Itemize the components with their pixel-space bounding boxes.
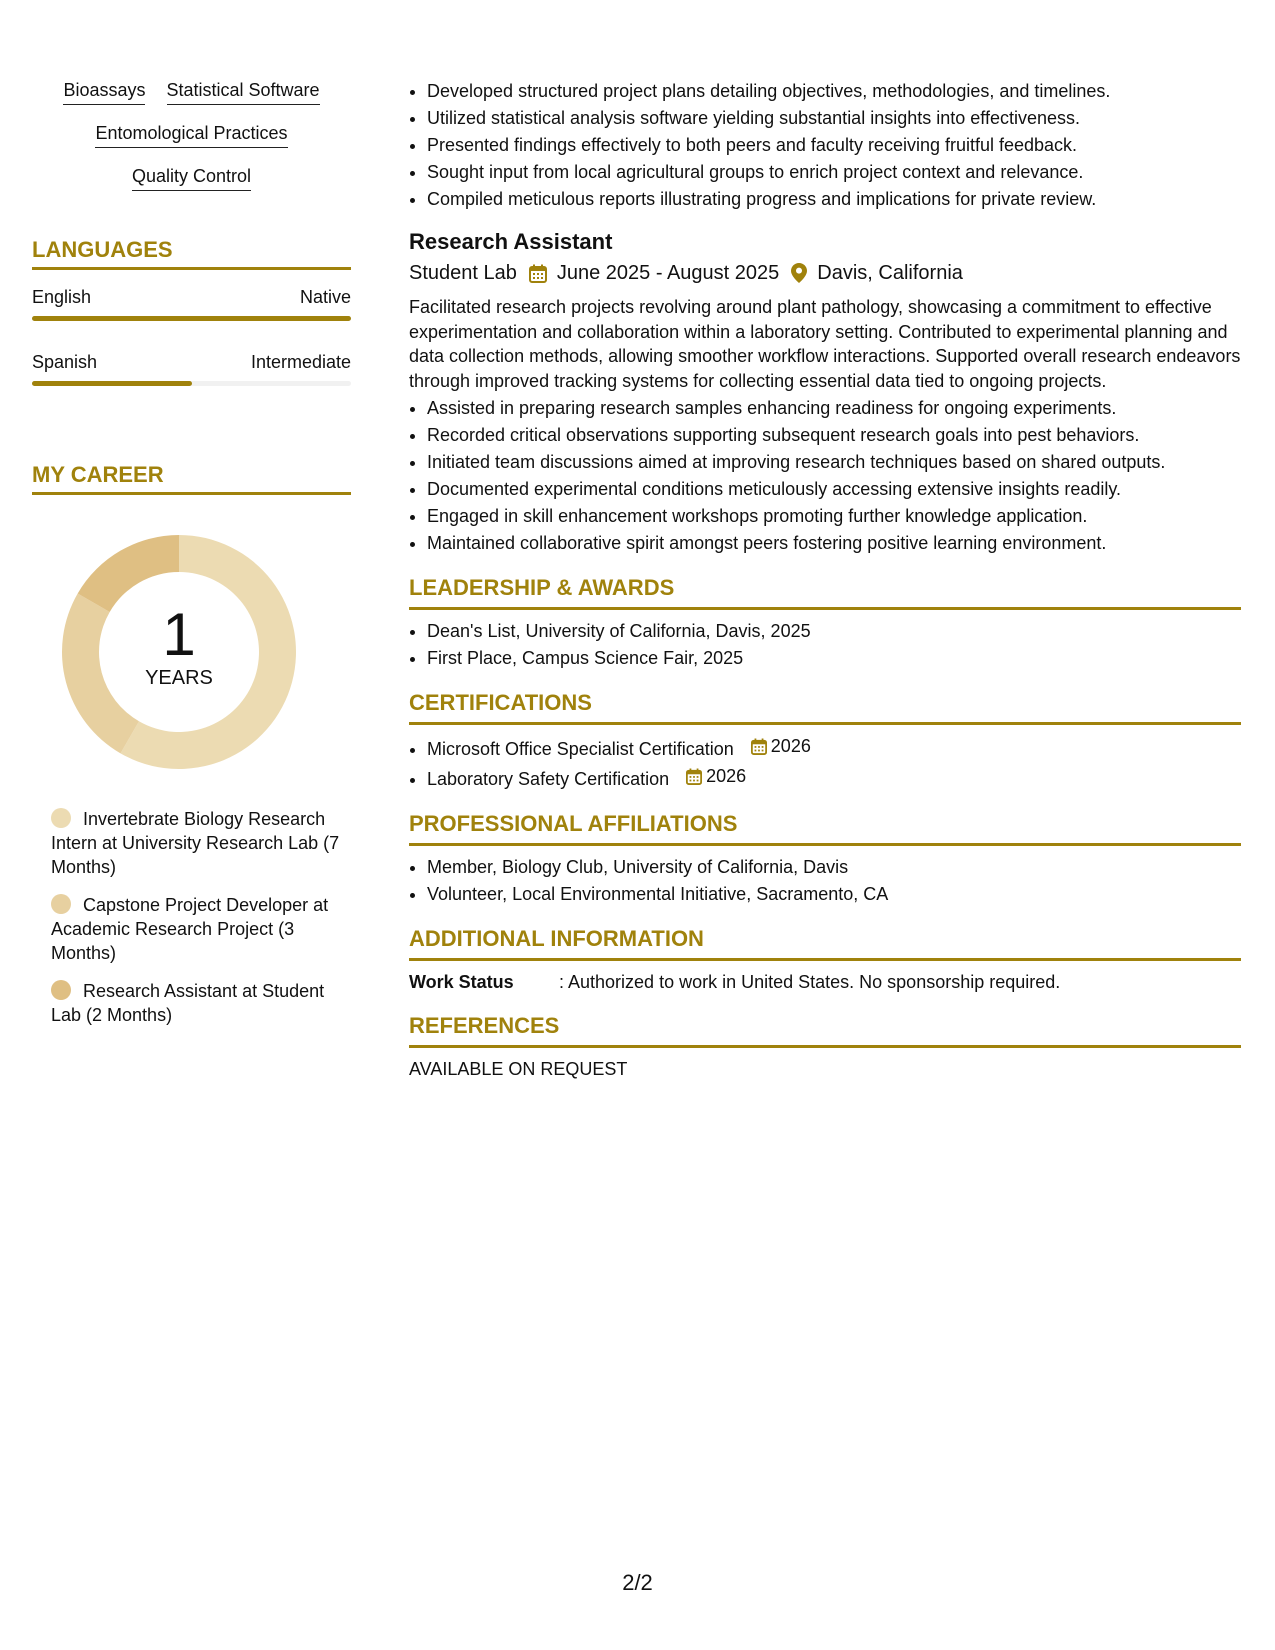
skill-row (32, 164, 351, 191)
right-column (409, 78, 1241, 1082)
section-title-references: REFERENCES (409, 1011, 1241, 1048)
section-title-additional: ADDITIONAL INFORMATION (409, 924, 1241, 961)
affiliation-item: • Volunteer, Local Environmental Initiative, Sacramento, CA (427, 881, 1241, 908)
career-legend (32, 807, 351, 1027)
skill-tag: Statistical Software (167, 78, 320, 105)
bullet-item: • Sought input from local agricultural groups to enrich project context and relevance. (427, 159, 1241, 186)
bullet-item: • Developed structured project plans detailing objectives, methodologies, and timelines. (427, 78, 1241, 105)
bullet-item: • Maintained collaborative spirit amongst peers fostering positive learning environment. (427, 530, 1241, 557)
skill-tag: Entomological Practices (95, 121, 287, 148)
work-status-row (409, 969, 1241, 995)
certifications-section (409, 688, 1241, 793)
skill-tag: Quality Control (132, 164, 251, 191)
legend-dot (51, 808, 71, 828)
legend-item (51, 979, 351, 1027)
work-status-label: Work Status (409, 972, 514, 992)
career-section (32, 462, 351, 1027)
bullet-item: • Recorded critical observations supporting subsequent research goals into pest behaviors. (427, 422, 1241, 449)
certification-name: Laboratory Safety Certification (427, 769, 670, 789)
certification-date (686, 763, 746, 790)
language-level: Native (299, 287, 351, 307)
bullet-item: • Compiled meticulous reports illustrating progress and implications for private review. (427, 186, 1241, 213)
language-item (32, 284, 351, 321)
award-item: • First Place, Campus Science Fair, 2025 (427, 645, 1241, 672)
legend-item (51, 807, 351, 879)
language-bar (32, 381, 351, 386)
languages-section (32, 237, 351, 386)
award-item: • Dean's List, University of California, Davis, 2025 (427, 618, 1241, 645)
additional-section (409, 924, 1241, 995)
job-company: Student Lab (409, 262, 517, 284)
bullet-item: • Engaged in skill enhancement workshops promoting further knowledge application. (427, 503, 1241, 530)
bullet-item: • Assisted in preparing research samples enhancing readiness for ongoing experiments. (427, 395, 1241, 422)
donut-center (62, 601, 296, 690)
legend-label: Capstone Project Developer at Academic Research Project (3 Months) (51, 895, 329, 963)
language-name: English (32, 287, 92, 307)
legend-dot (51, 894, 71, 914)
language-item (32, 349, 351, 386)
job-dates: June 2025 - August 2025 (556, 262, 780, 284)
bullet-item: • Utilized statistical analysis software yielding substantial insights into effectiveness. (427, 105, 1241, 132)
career-total-unit: YEARS (145, 667, 213, 689)
language-bar-fill (32, 316, 351, 321)
certification-year: 2026 (706, 766, 747, 786)
leadership-section (409, 573, 1241, 672)
certification-date (751, 733, 811, 760)
certification-list (409, 733, 1241, 793)
affiliation-list (409, 854, 1241, 908)
bullet-item: • Presented findings effectively to both peers and faculty receiving fruitful feedback. (427, 132, 1241, 159)
job-entry (409, 227, 1241, 557)
section-title-career: MY CAREER (32, 462, 351, 495)
section-title-certifications: CERTIFICATIONS (409, 688, 1241, 725)
job-title: Research Assistant (409, 229, 613, 254)
job-meta (409, 257, 1241, 289)
language-name: Spanish (32, 352, 98, 372)
certification-year: 2026 (770, 736, 811, 756)
skill-tag: Bioassays (63, 78, 145, 105)
skill-row (32, 78, 351, 105)
section-title-affiliations: PROFESSIONAL AFFILIATIONS (409, 809, 1241, 846)
legend-label: Invertebrate Biology Research Intern at University Research Lab (7 Months) (51, 809, 340, 877)
calendar-icon (686, 768, 702, 785)
section-title-languages: LANGUAGES (32, 237, 351, 270)
job-location: Davis, California (817, 262, 963, 284)
career-total-value: 1 (162, 601, 196, 668)
language-bar-fill (32, 381, 192, 386)
references-section (409, 1011, 1241, 1082)
left-column (32, 78, 351, 1041)
bullet-item: • Initiated team discussions aimed at improving research techniques based on shared outputs. (427, 449, 1241, 476)
language-bar (32, 316, 351, 321)
job-summary: Facilitated research projects revolving around plant pathology, showcasing a commitment to effective experimentation and collaboration within a laboratory setting. Contributed to experimental planning and data collection methods, allowing smoother workflow interactions. Supported overall research endeavors through improved tracking systems for collecting essential data tied to ongoing projects. (409, 297, 1241, 391)
legend-label: Research Assistant at Student Lab (2 Months) (51, 981, 325, 1025)
certification-item (427, 763, 1241, 793)
previous-job-bullets (409, 78, 1241, 213)
references-text: AVAILABLE ON REQUEST (409, 1059, 628, 1079)
skill-row (32, 121, 351, 148)
bullet-item: • Documented experimental conditions meticulously accessing extensive insights readily. (427, 476, 1241, 503)
leadership-list (409, 618, 1241, 672)
map-pin-icon (791, 263, 807, 283)
language-level: Intermediate (250, 352, 351, 372)
skills-list (32, 78, 351, 191)
calendar-icon (529, 264, 547, 283)
work-status-value: : Authorized to work in United States. No sponsorship required. (559, 972, 1061, 992)
affiliations-section (409, 809, 1241, 908)
career-donut-chart (62, 535, 296, 769)
section-title-leadership: LEADERSHIP & AWARDS (409, 573, 1241, 610)
legend-item (51, 893, 351, 965)
job-bullets (409, 395, 1241, 557)
affiliation-item: • Member, Biology Club, University of California, Davis (427, 854, 1241, 881)
calendar-icon (751, 738, 767, 755)
certification-item (427, 733, 1241, 763)
certification-name: Microsoft Office Specialist Certification (427, 739, 734, 759)
page-number: 2/2 (622, 1570, 653, 1595)
legend-dot (51, 980, 71, 1000)
